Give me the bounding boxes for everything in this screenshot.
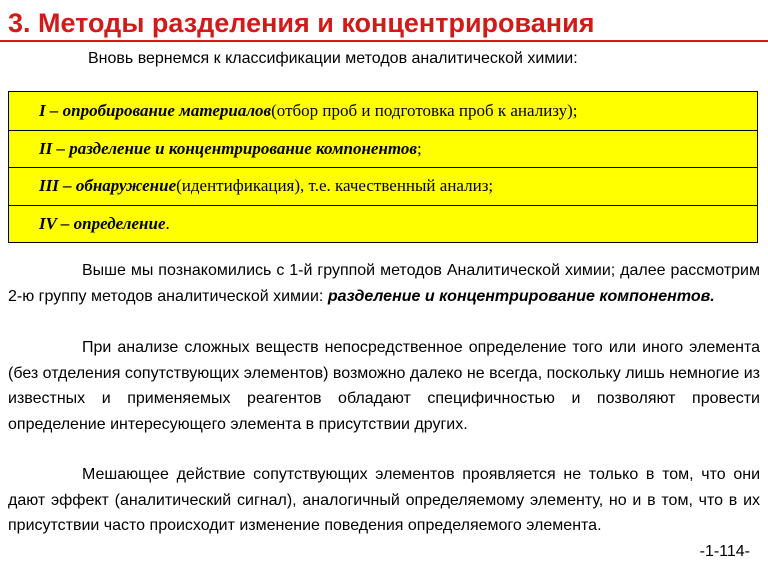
classification-row-1: [9, 92, 757, 130]
classification-row-4: [9, 205, 757, 243]
classification-table: [8, 91, 758, 243]
paragraph-1-text: Выше мы познакомились с 1-й группой методов Аналитической химии; далее рассмотрим 2-ю группу методов аналитической химии:: [8, 262, 760, 305]
paragraph-3: [8, 462, 760, 539]
row-rest: .: [165, 213, 170, 233]
row-term: II – разделение и концентрирование компонентов: [39, 138, 417, 158]
intro-text: Вновь вернемся к классификации методов аналитической химии:: [88, 50, 578, 67]
row-rest: ;: [416, 138, 422, 158]
row-term: I – опробирование материалов: [39, 100, 272, 120]
paragraph-1: [8, 258, 760, 309]
title-underline: [0, 40, 768, 42]
row-rest: (отбор проб и подготовка проб к анализу);: [271, 100, 578, 120]
row-term: III – обнаружение: [39, 176, 177, 196]
classification-row-3: [9, 167, 757, 205]
paragraph-2: [8, 335, 760, 437]
row-rest: (идентификация), т.е. качественный анализ;: [176, 176, 494, 196]
paragraph-3-text: Мешающее действие сопутствующих элементов проявляется не только в том, что они дают эффект (аналитический сигнал), аналогичный определяемому элементу, но и в том, что в их присутствии часто происходит изменение поведения определяемого элемента.: [8, 466, 760, 534]
page-title: 3. Методы разделения и концентрирования: [8, 8, 595, 38]
paragraph-2-text: При анализе сложных веществ непосредственное определение того или иного элемента (без отделения сопутствующих элементов) возможно далеко не всегда, поскольку лишь немногие из известных и применяемых реагентов обладают специфичностью и позволяют провести определение интересующего элемента в присутствии других.: [8, 339, 760, 433]
classification-row-2: [9, 130, 757, 168]
row-term: IV – определение: [39, 213, 166, 233]
paragraph-1-emphasis: разделение и концентрирование компонентов.: [327, 287, 715, 305]
page-number: -1-114-: [699, 543, 750, 560]
